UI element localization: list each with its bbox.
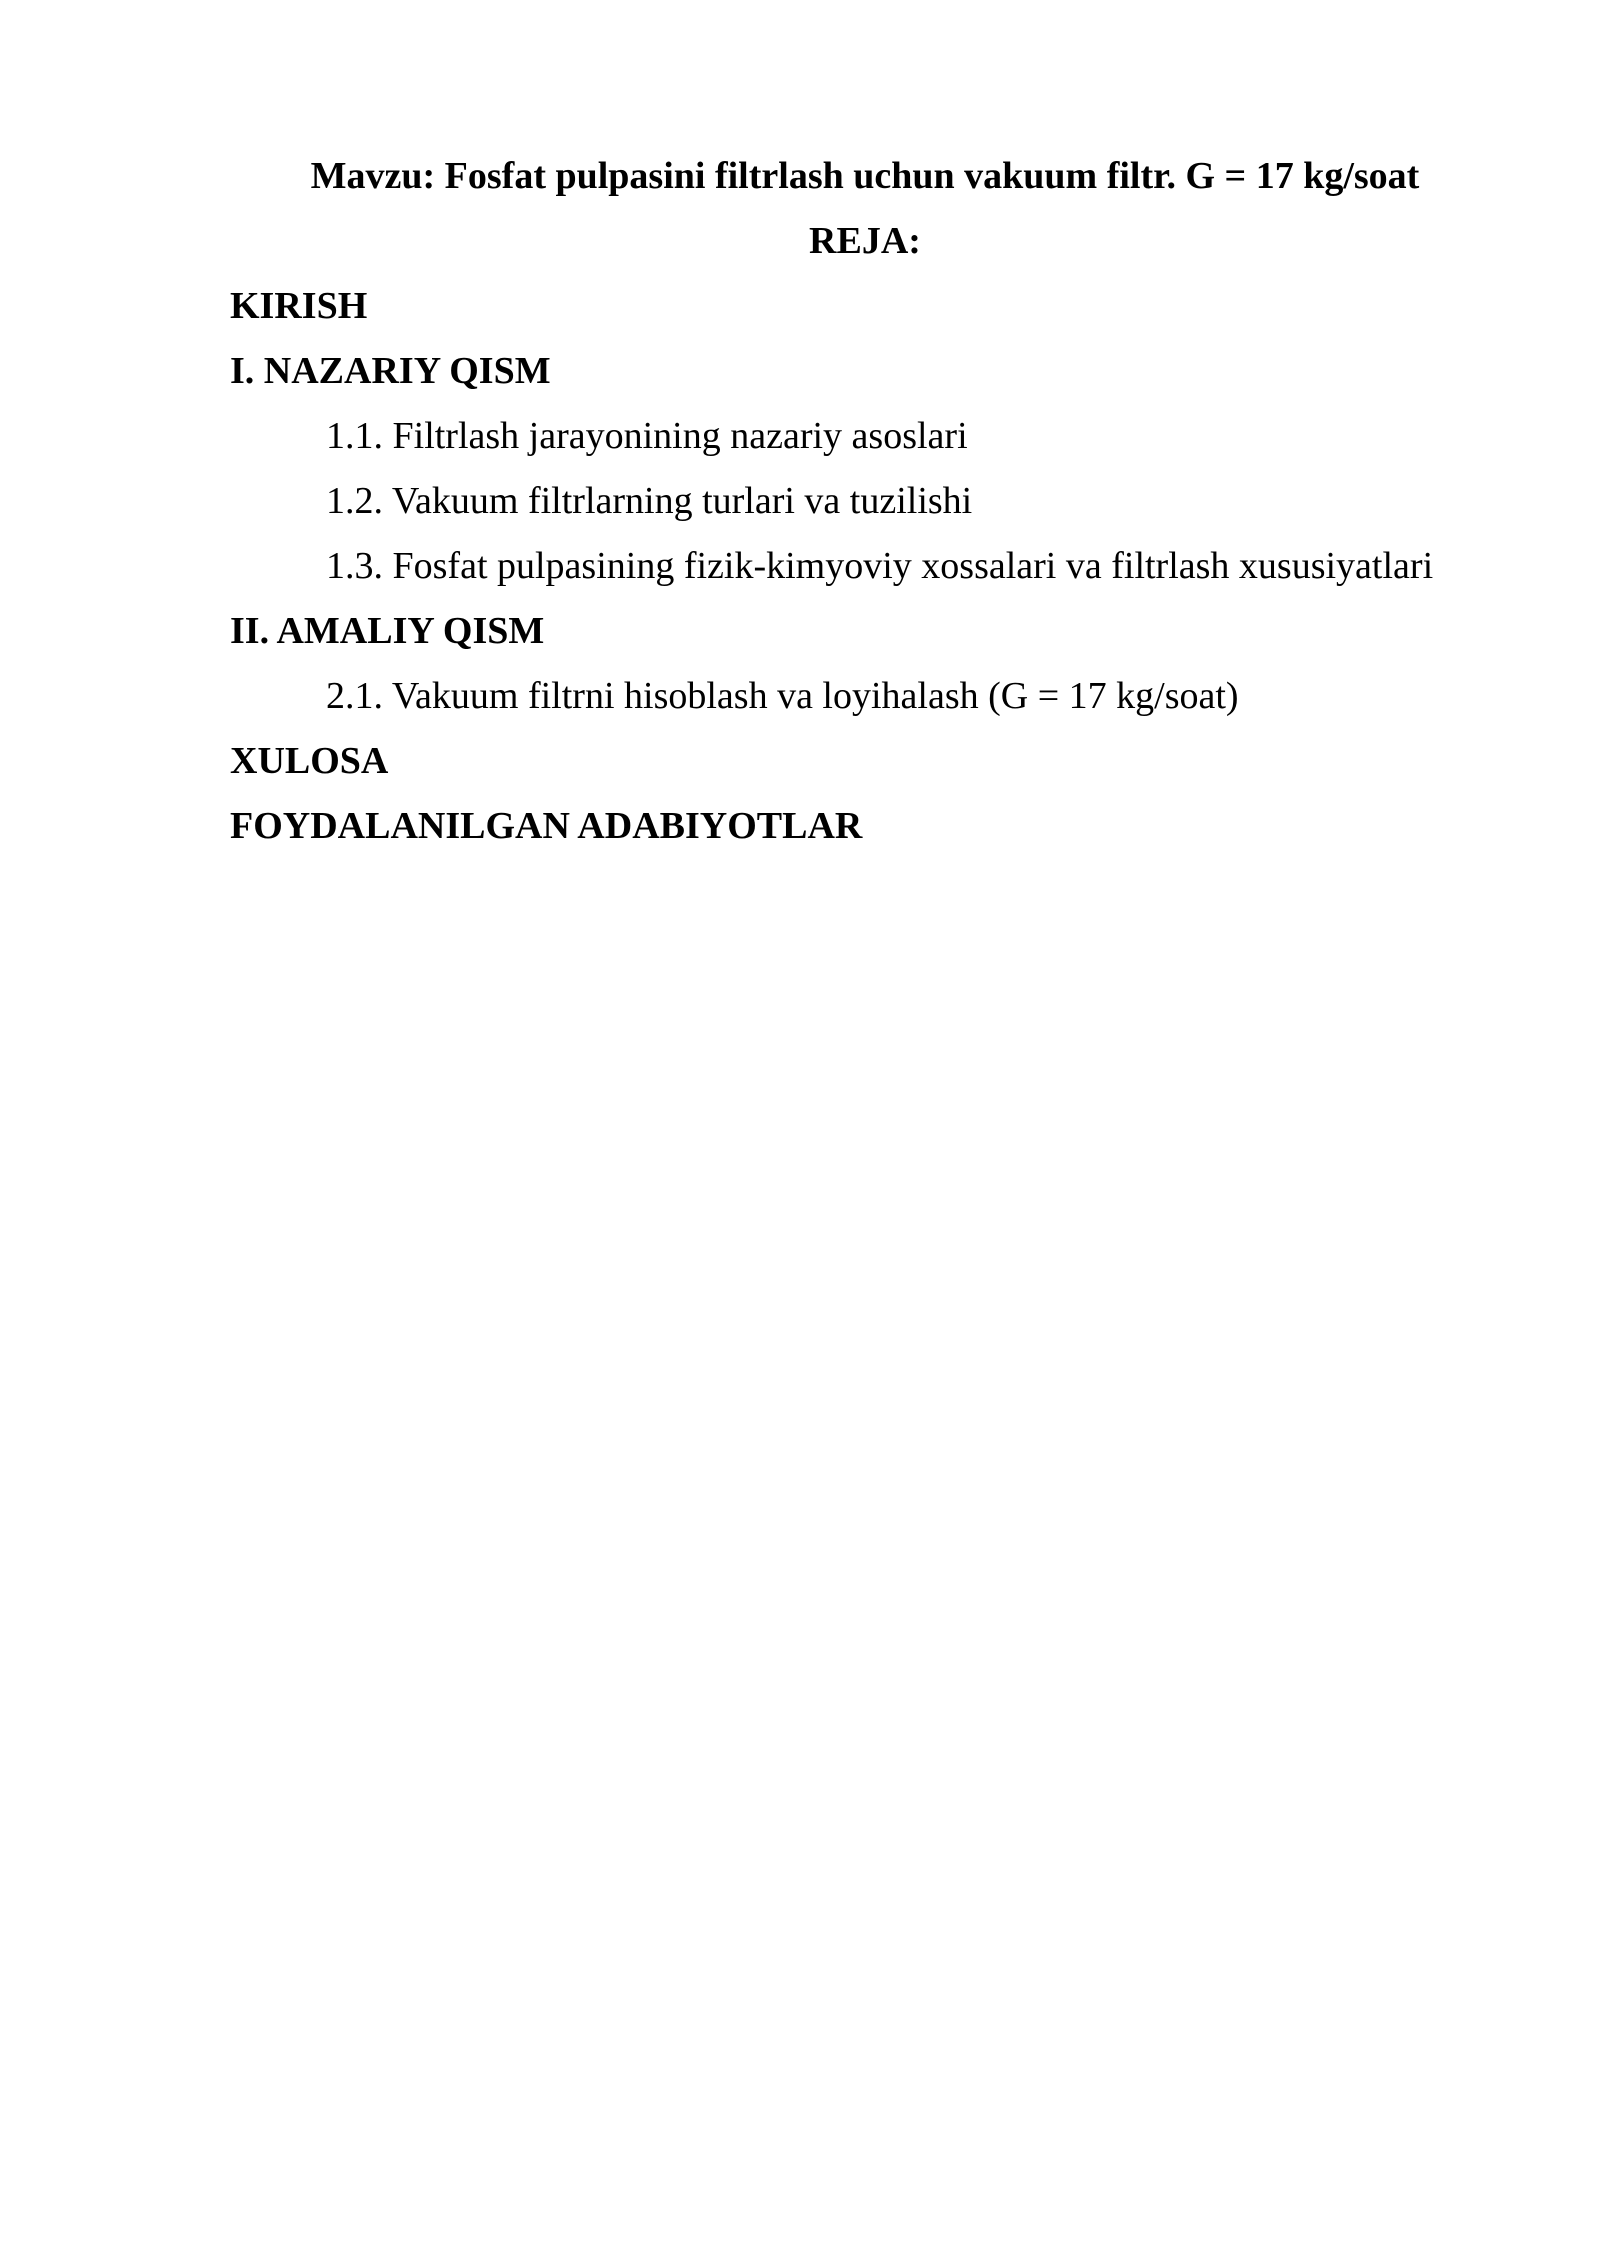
toc-part1-heading: I. NAZARIY QISM xyxy=(230,350,551,392)
document-title: Mavzu: Fosfat pulpasini filtrlash uchun vakuum filtr. G = 17 kg/soat xyxy=(310,155,1420,197)
toc-item-2-1: 2.1. Vakuum filtrni hisoblash va loyihalash (G = 17 kg/soat) xyxy=(326,675,1239,717)
plan-heading: REJA: xyxy=(809,220,921,262)
toc-item-1-1: 1.1. Filtrlash jarayonining nazariy asoslari xyxy=(326,415,968,457)
toc-item-1-3: 1.3. Fosfat pulpasining fizik-kimyoviy xossalari va filtrlash xususiyatlari xyxy=(326,545,1434,587)
toc-item-1-2: 1.2. Vakuum filtrlarning turlari va tuzilishi xyxy=(326,480,973,522)
toc-references: FOYDALANILGAN ADABIYOTLAR xyxy=(230,805,863,847)
toc-intro: KIRISH xyxy=(230,285,368,327)
toc-part2-heading: II. AMALIY QISM xyxy=(230,610,545,652)
toc-conclusion: XULOSA xyxy=(230,740,389,782)
